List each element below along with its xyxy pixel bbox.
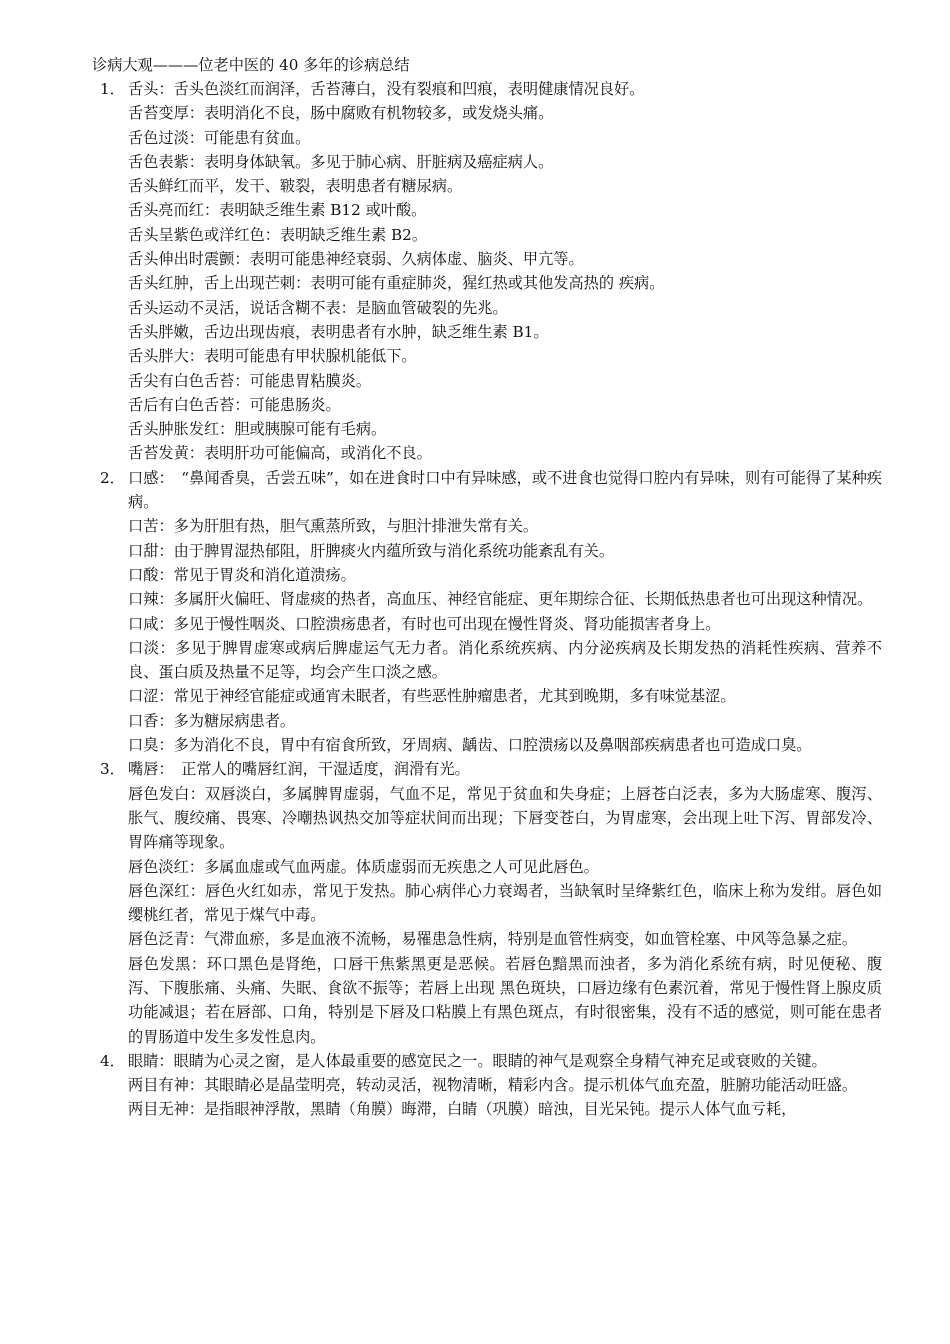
text-line: 两目无神：是指眼神浮散，黑睛（角膜）晦滞，白睛（巩膜）暗浊，目光呆钝。提示人体气血亏耗， <box>128 1100 797 1119</box>
text-line: 唇色发白：双唇淡白，多属脾胃虚弱，气血不足，常见于贫血和失身症；上唇苍白泛表，多为大肠虚寒、腹泻、胀气、腹绞痛、畏寒、冷嘲热讽热交加等症状间而出现；下唇变苍白，为胃虚寒，会出现上吐下泻、胃部发冷、胃阵痛等现象。 <box>128 784 882 852</box>
text-line: 口酸：常见于胃炎和消化道溃疡。 <box>128 565 356 584</box>
text-line: 舌头伸出时震颤：表明可能患神经衰弱、久病体虚、脑炎、甲亢等。 <box>128 250 584 269</box>
text-line: 舌色过淡：可能患有贫血。 <box>128 128 311 147</box>
text-line: 唇色发黑：环口黑色是肾绝，口唇干焦紫黑更是恶候。若唇色黯黑而浊者，多为消化系统有病，时见便秘、腹泻、下腹胀痛、头痛、失眠、食欲不振等；若唇上出现 黑色斑块，口唇边缘有色素沉着，常见于慢性肾上腺皮质功能减退；若在唇部、口角，特别是下唇及口粘膜上有黑色斑点，有时很密集，没有不适的感觉，则可能在患者的胃肠道中发生多发性息肉。 <box>128 954 882 1046</box>
section-number: 3． <box>100 760 125 779</box>
text-line: 舌头胖大：表明可能患有甲状腺机能低下。 <box>128 347 417 366</box>
text-line: 口苦：多为肝胆有热，胆气熏蒸所致，与胆汁排泄失常有关。 <box>128 517 539 536</box>
text-line: 两目有神：其眼睛必是晶莹明亮，转动灵活，视物清晰，精彩内含。提示机体气血充盈，脏腑功能活动旺盛。 <box>128 1076 857 1095</box>
text-line: 嘴唇： 正常人的嘴唇红润，干湿适度，润滑有光。 <box>128 760 470 779</box>
text-line: 舌头胖嫩，舌边出现齿痕，表明患者有水肿，缺乏维生素 B1。 <box>128 322 549 341</box>
text-line: 口感： “鼻闻香臭，舌尝五味”，如在进食时口中有异味感，或不进食也觉得口腔内有异味，则有可能得了某种疾病。 <box>128 468 882 512</box>
text-line: 舌头红肿，舌上出现芒刺：表明可能有重症肺炎，猩红热或其他发高热的 疾病。 <box>128 274 665 293</box>
text-line: 口臭：多为消化不良，胃中有宿食所致，牙周病、龋齿、口腔溃疡以及鼻咽部疾病患者也可造成口臭。 <box>128 736 812 755</box>
text-line: 唇色淡红：多属血虚或气血两虚。体质虚弱而无疾患之人可见此唇色。 <box>128 857 599 876</box>
document-title: 诊病大观———位老中医的 40 多年的诊病总结 <box>92 56 410 74</box>
text-line: 口咸：多见于慢性咽炎、口腔溃疡患者，有时也可出现在慢性肾炎、肾功能损害者身上。 <box>128 614 721 633</box>
section-number: 2． <box>100 468 125 487</box>
text-line: 舌头：舌头色淡红而润泽，舌苔薄白，没有裂痕和凹痕，表明健康情况良好。 <box>128 80 645 98</box>
section <box>92 77 882 466</box>
text-line: 舌头亮而红：表明缺乏维生素 B12 或叶酸。 <box>128 201 427 220</box>
text-line: 唇色深红：唇色火红如赤，常见于发热。肺心病伴心力衰竭者，当缺氧时呈绛紫红色，临床上称为发绀。唇色如缨桃红者，常见于煤气中毒。 <box>128 881 882 925</box>
sections-list <box>92 77 882 1122</box>
text-line: 舌苔变厚：表明消化不良，肠中腐败有机物较多，或发烧头痛。 <box>128 104 554 123</box>
section-number: 1． <box>100 80 125 98</box>
text-line: 舌苔发黄：表明肝功可能偏高，或消化不良。 <box>128 444 432 463</box>
text-line: 舌尖有白色舌苔：可能患胃粘膜炎。 <box>128 371 371 390</box>
text-line: 舌头运动不灵活，说话含糊不表：是脑血管破裂的先兆。 <box>128 298 508 317</box>
text-line: 舌头鲜红而平，发干、皲裂，表明患者有糖尿病。 <box>128 177 463 196</box>
section-number: 4． <box>100 1051 125 1070</box>
section <box>92 757 882 1049</box>
text-line: 舌后有白色舌苔：可能患肠炎。 <box>128 395 341 414</box>
text-line: 口淡：多见于脾胃虚寒或病后脾虚运气无力者。消化系统疾病、内分泌疾病及长期发热的消耗性疾病、营养不良、蛋白质及热量不足等，均会产生口淡之感。 <box>128 638 882 682</box>
text-line: 舌头肿胀发红：胆或胰腺可能有毛病。 <box>128 420 387 439</box>
section <box>92 466 882 758</box>
text-line: 口香：多为糖尿病患者。 <box>128 711 296 730</box>
text-line: 唇色泛青：气滞血瘀，多是血液不流畅，易罹患急性病，特别是血管性病变，如血管栓塞、中风等急暴之症。 <box>128 930 857 949</box>
text-line: 口甜：由于脾胃湿热郁阻，肝脾痰火内蕴所致与消化系统功能紊乱有关。 <box>128 541 614 560</box>
section <box>92 1049 882 1122</box>
text-line: 舌头呈紫色或洋红色：表明缺乏维生素 B2。 <box>128 225 428 244</box>
text-line: 眼睛：眼睛为心灵之窗，是人体最重要的感宽民之一。眼睛的神气是观察全身精气神充足或衰败的关键。 <box>128 1051 827 1070</box>
text-line: 舌色表紫：表明身体缺氧。多见于肺心病、肝脏病及癌症病人。 <box>128 152 554 171</box>
text-line: 口辣：多属肝火偏旺、肾虚痰的热者，高血压、神经官能症、更年期综合征、长期低热患者也可出现这种情况。 <box>128 590 873 609</box>
text-line: 口涩：常见于神经官能症或通宵未眠者，有些恶性肿瘤患者，尤其到晚期，多有味觉基涩。 <box>128 687 736 706</box>
